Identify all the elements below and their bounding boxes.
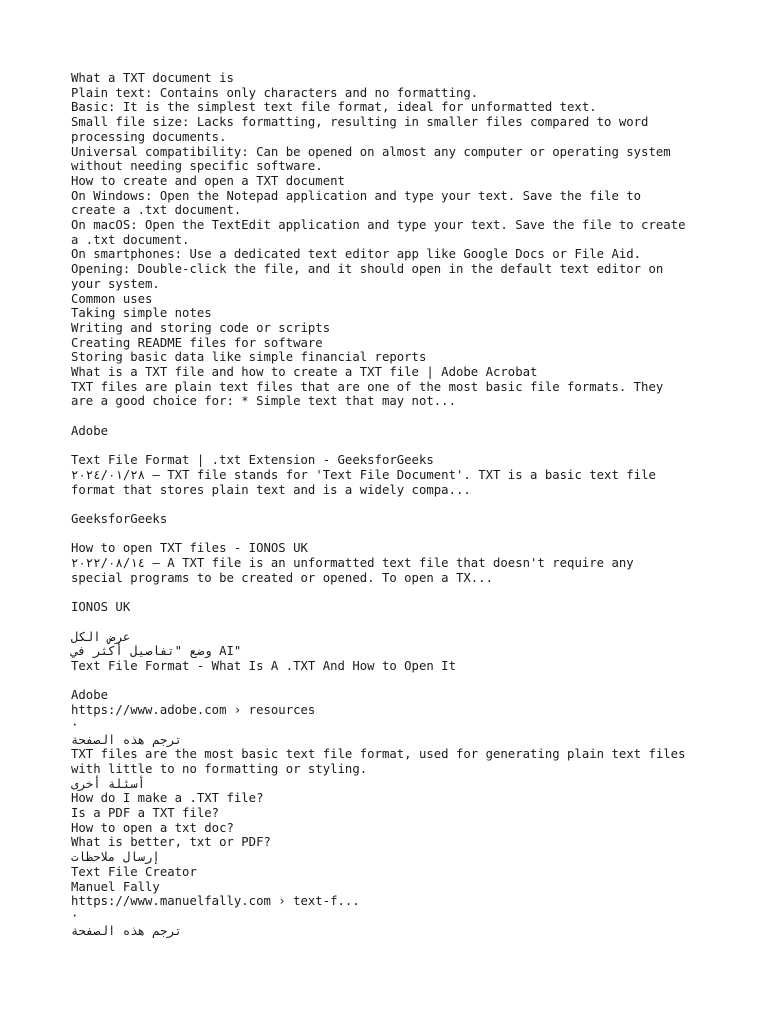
result-title-text-file-format: Text File Format - What Is A .TXT And How to Open It (71, 659, 456, 674)
document-body (71, 71, 711, 938)
heading-common-uses: Common uses (71, 291, 153, 306)
text-line: Taking simple notes (71, 306, 212, 321)
text-line: On macOS: Open the TextEdit application and type your text. Save the file to create (71, 218, 686, 233)
text-line: a .txt document. (71, 232, 190, 247)
text-line: processing documents. (71, 129, 227, 144)
arabic-line: ترجم هذه الصفحة (71, 923, 183, 938)
blank-line (71, 586, 711, 601)
question-line: What is better, txt or PDF? (71, 835, 271, 850)
arabic-line: أسئلة أخرى (71, 776, 146, 791)
text-line: special programs to be created or opened. To open a TX... (71, 570, 493, 585)
text-line: Opening: Double-click the file, and it should open in the default text editor on (71, 262, 664, 277)
blank-line (71, 674, 711, 689)
source-adobe-2: Adobe (71, 688, 109, 703)
question-line: How to open a txt doc? (71, 820, 234, 835)
text-line: with little to no formatting or styling. (71, 761, 368, 776)
text-line: TXT files are plain text files that are one of the most basic file formats. They (71, 379, 664, 394)
text-line: Writing and storing code or scripts (71, 320, 331, 335)
text-line: Small file size: Lacks formatting, resulting in smaller files compared to word (71, 115, 649, 130)
result-title-geeksforgeeks: Text File Format | .txt Extension - GeeksforGeeks (71, 453, 434, 468)
text-line: ٢٠٢٢/٠٨/١٤ — A TXT file is an unformatted text file that doesn't require any (71, 556, 634, 571)
text-line: Plain text: Contains only characters and no formatting. (71, 85, 479, 100)
url-line: https://www.adobe.com › resources (71, 703, 316, 718)
text-line: format that stores plain text and is a widely compa... (71, 482, 471, 497)
text-line: Creating README files for software (71, 335, 323, 350)
text-line: On smartphones: Use a dedicated text editor app like Google Docs or File Aid. (71, 247, 642, 262)
text-line: Universal compatibility: Can be opened on almost any computer or operating system (71, 144, 671, 159)
source-adobe: Adobe (71, 423, 109, 438)
source-ionos: IONOS UK (71, 600, 131, 615)
heading-what-txt: What a TXT document is (71, 71, 234, 85)
question-line: How do I make a .TXT file? (71, 791, 264, 806)
arabic-line: ترجم هذه الصفحة (71, 732, 183, 747)
blank-line (71, 615, 711, 630)
arabic-line: وضع "تفاصيل أكثر في AI" (71, 644, 242, 659)
heading-create-open: How to create and open a TXT document (71, 173, 345, 188)
arabic-line: إرسال ملاحظات (71, 850, 160, 865)
text-line: On Windows: Open the Notepad application and type your text. Save the file to (71, 188, 642, 203)
text-line: Storing basic data like simple financial reports (71, 350, 427, 365)
text-line: your system. (71, 276, 160, 291)
source-geeksforgeeks: GeeksforGeeks (71, 512, 168, 527)
arabic-line: عرض الكل (71, 629, 131, 644)
text-line: Basic: It is the simplest text file format, ideal for unformatted text. (71, 100, 597, 115)
result-title-adobe: What is a TXT file and how to create a TXT file | Adobe Acrobat (71, 365, 538, 380)
text-line: without needing specific software. (71, 159, 323, 174)
blank-line (71, 439, 711, 454)
result-title-text-file-creator: Text File Creator (71, 864, 197, 879)
url-line: https://www.manuelfally.com › text-f... (71, 894, 360, 909)
text-line: are a good choice for: * Simple text that may not... (71, 394, 456, 409)
source-manuel-fally: Manuel Fally (71, 879, 160, 894)
question-line: Is a PDF a TXT file? (71, 806, 220, 821)
dot-separator: · (71, 908, 79, 923)
result-title-ionos: How to open TXT files - IONOS UK (71, 541, 308, 556)
blank-line (71, 497, 711, 512)
blank-line (71, 409, 711, 424)
text-line: TXT files are the most basic text file format, used for generating plain text files (71, 747, 686, 762)
dot-separator: · (71, 717, 79, 732)
blank-line (71, 527, 711, 542)
text-line: ٢٠٢٤/٠١/٢٨ — TXT file stands for 'Text File Document'. TXT is a basic text file (71, 467, 656, 482)
text-line: create a .txt document. (71, 203, 242, 218)
